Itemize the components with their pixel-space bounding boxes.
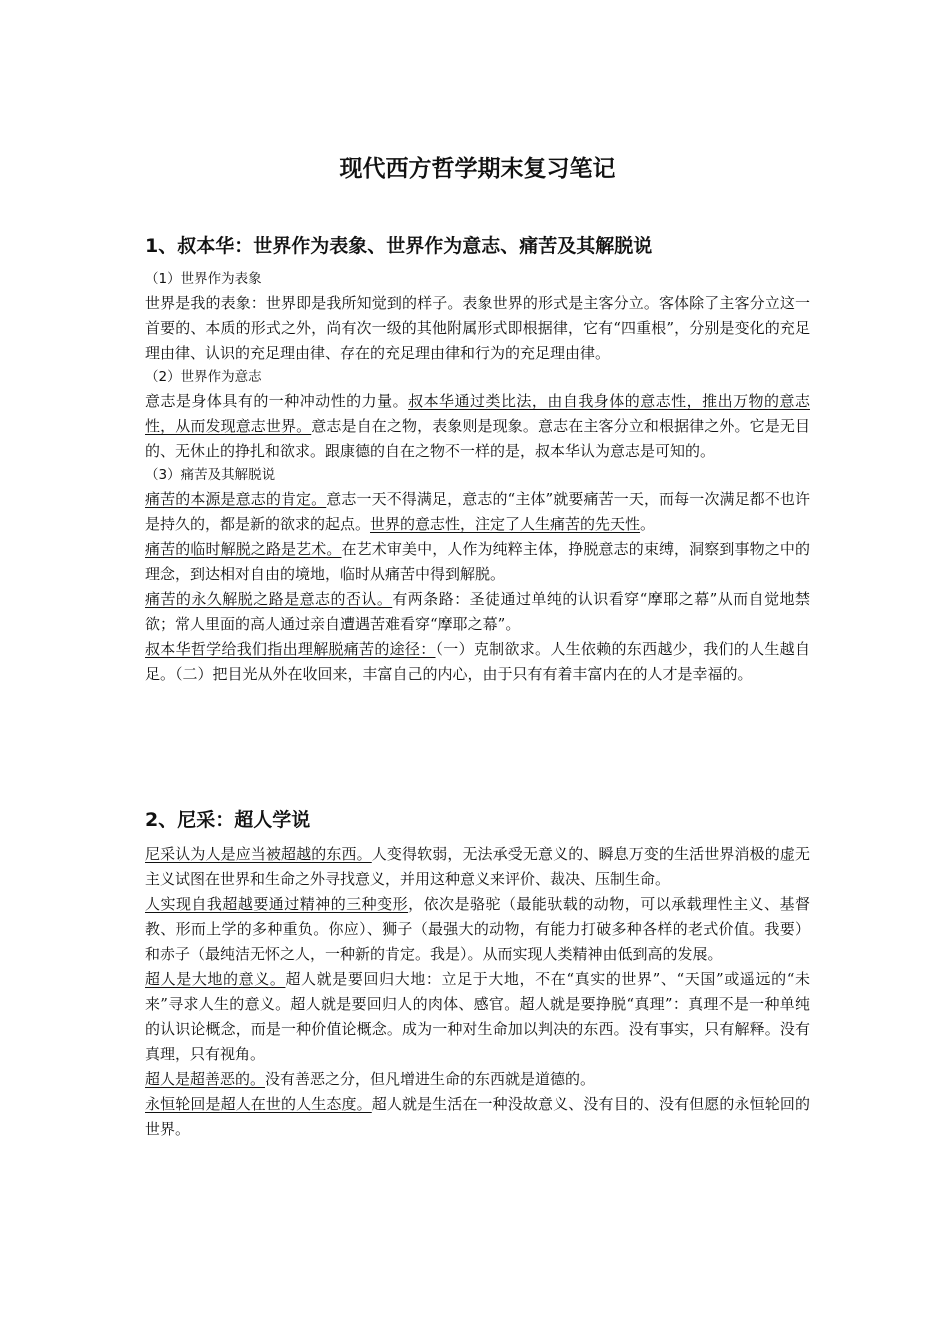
subsection-heading: （3）痛苦及其解脱说 — [145, 467, 276, 483]
section-heading: 2、尼采：超人学说 — [145, 809, 311, 831]
paragraph — [145, 487, 810, 537]
text-run: 超人就是要回归大地：立足于大地，不在“真实的世界”、“天国”或遥远的“未来”寻求人生的意义。超人就是要回归人的肉体、感官。超人就是要挣脱“真理”：真理不是一种单纯的认识论概念，而是一种价值论概念。成为一种对生命加以判决的东西。没有事实，只有解释。没有真理，只有视角。 — [145, 970, 810, 1063]
underlined-key-point: 痛苦的临时解脱之路是艺术。 — [145, 540, 342, 558]
underlined-key-point: 痛苦的本源是意志的肯定。 — [145, 490, 327, 508]
paragraph — [145, 967, 810, 1067]
text-run: 没有善恶之分，但凡增进生命的东西就是道德的。 — [265, 1070, 596, 1088]
paragraph — [145, 1067, 810, 1092]
section-body — [145, 842, 810, 1142]
page-title: 现代西方哲学期末复习笔记 — [339, 156, 616, 182]
paragraph — [145, 537, 810, 587]
underlined-key-point: 超人是大地的意义。 — [145, 970, 286, 988]
section-nietzsche — [145, 806, 810, 1142]
text-run: 意志是身体具有的一种冲动性的力量。 — [145, 392, 409, 410]
text-run: 在艺术审美中，人作为纯粹主体，挣脱意志的束缚，洞察到事物之中的理念，到达相对自由的境地，临时从痛苦中得到解脱。 — [145, 540, 810, 583]
paragraph — [145, 842, 810, 892]
subsection-heading: （2）世界作为意志 — [145, 369, 262, 385]
text-run: 。 — [640, 515, 656, 533]
paragraph — [145, 637, 810, 687]
text-run: ，依次是骆驼（最能驮载的动物，可以承载理性主义、基督教、形而上学的多种重负。你应）、狮子（最强大的动物，有能力打破多种各样的老式价值。我要）和赤子（最纯洁无怀之人，一种新的肯定。我是）。从而实现人类精神由低到高的发展。 — [145, 895, 810, 963]
underlined-key-point: 痛苦的永久解脱之路是意志的否认。 — [145, 590, 393, 608]
underlined-key-point: 尼采认为人是应当被超越的东西。 — [145, 845, 372, 863]
underlined-key-point: 世界的意志性，注定了人生痛苦的先天性 — [370, 515, 641, 533]
underlined-key-point: 永恒轮回是超人在世的人生态度。 — [145, 1095, 372, 1113]
paragraph — [145, 587, 810, 637]
text-run: 超人就是生活在一种没故意义、没有目的、没有但愿的永恒轮回的世界。 — [145, 1095, 810, 1138]
text-run: 意志是自在之物，表象则是现象。意志在主客分立和根据律之外。它是无目的、无休止的挣扎和欲求。跟康德的自在之物不一样的是，叔本华认为意志是可知的。 — [145, 417, 810, 460]
underlined-key-point: 超人是超善恶的。 — [145, 1070, 266, 1088]
text-run: 世界是我的表象：世界即是我所知觉到的样子。表象世界的形式是主客分立。客体除了主客分立这一首要的、本质的形式之外，尚有次一级的其他附属形式即根据律，它有“四重根”，分别是变化的充足理由律、认识的充足理由律、存在的充足理由律和行为的充足理由律。 — [145, 294, 810, 362]
underlined-key-point: 人实现自我超越要通过精神的三种变形 — [145, 895, 409, 913]
paragraph — [145, 892, 810, 967]
text-run: （一）克制欲求。人生依赖的东西越少，我们的人生越自足。（二）把目光从外在收回来，丰富自己的内心，由于只有有着丰富内在的人才是幸福的。 — [145, 640, 810, 683]
section-schopenhauer — [145, 232, 810, 687]
text-run: 有两条路：圣徒通过单纯的认识看穿“摩耶之幕”从而自觉地禁欲；常人里面的高人通过亲自遭遇苦难看穿“摩耶之幕”。 — [145, 590, 810, 633]
section-heading: 1、叔本华：世界作为表象、世界作为意志、痛苦及其解脱说 — [145, 235, 653, 257]
subsection-heading: （1）世界作为表象 — [145, 271, 262, 287]
paragraph — [145, 291, 810, 366]
section-body — [145, 268, 810, 687]
text-run: 意志一天不得满足，意志的“主体”就要痛苦一天，而每一次满足都不也许是持久的，都是新的欲求的起点。 — [145, 490, 810, 533]
text-run: 人变得软弱，无法承受无意义的、瞬息万变的生活世界消极的虚无主义试图在世界和生命之外寻找意义，并用这种意义来评价、裁决、压制生命。 — [145, 845, 810, 888]
underlined-key-point: 叔本华哲学给我们指出理解脱痛苦的途径： — [145, 640, 436, 658]
paragraph — [145, 1092, 810, 1142]
underlined-key-point: 叔本华通过类比法，由自我身体的意志性，推出万物的意志性，从而发现意志世界。 — [145, 392, 810, 435]
paragraph — [145, 389, 810, 464]
